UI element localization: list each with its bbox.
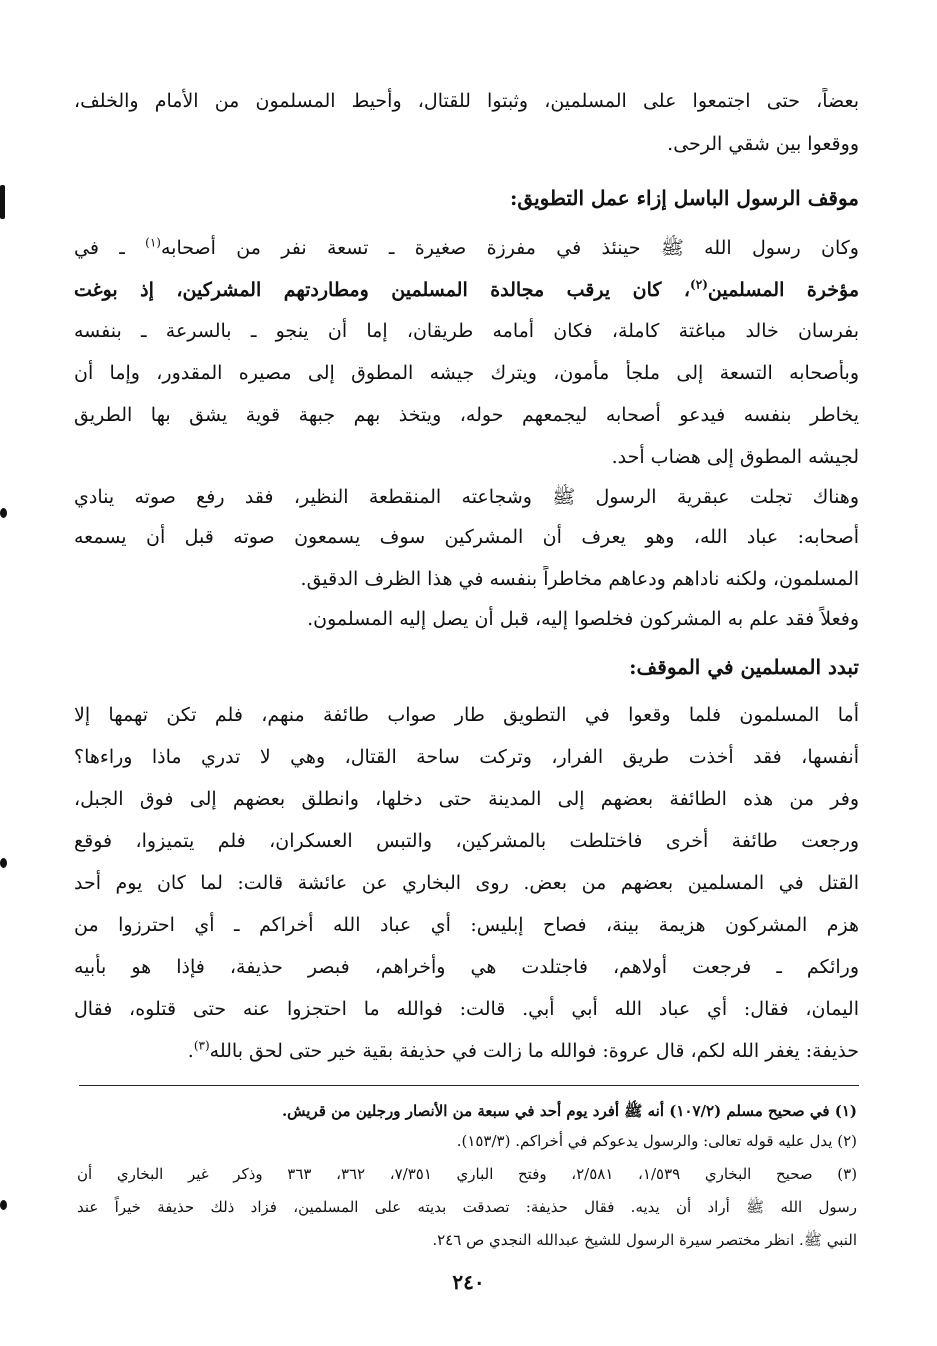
text-line-19: القتل في المسلمين بعضهم من بعض. روى البخاري عن عائشة قالت: لما كان يوم أحد: [74, 872, 859, 894]
scan-margin-mark: [0, 508, 7, 518]
text-line-2: ووقعوا بين شقي الرحى.: [667, 133, 859, 155]
text-line-1: بعضاً، حتى اجتمعوا على المسلمين، وثبتوا للقتال، وأحيط المسلمون من الأمام والخلف،: [74, 90, 859, 112]
footnote-1: (١) في صحيح مسلم (١٠٧/٢) أنه ﷺ أفرد يوم أحد في سبعة من الأنصار ورجلين من قريش.: [281, 1102, 857, 1120]
text-line-7: وبأصحابه التسعة إلى ملجأ مأمون، ويترك جيشه المطوق إلى مصيره المقدور، وإما أن: [74, 362, 859, 384]
text-segment: وكان رسول الله ﷺ حينئذ في مفرزة صغيرة ـ تسعة نفر من أصحابه: [160, 237, 859, 259]
footnote-2: (٢) يدل عليه قوله تعالى: والرسول يدعوكم في أخراكم. (١٥٣/٣).: [456, 1132, 857, 1150]
text-line-11: أصحابه: عباد الله، وهو يعرف أن المشركين سوف يسمعون صوته قبل أن يسمعه: [74, 526, 859, 548]
text-line-18: ورجعت طائفة أخرى فاختلطت بالمشركين، والتبس العسكران، فلم يتميزوا، فوقع: [74, 830, 859, 852]
footnote-ref-3: (٣): [193, 1038, 210, 1053]
text-line-9: لجيشه المطوق إلى هضاب أحد.: [611, 446, 859, 468]
text-line-5: [74, 277, 859, 307]
text-line-17: وفر من هذه الطائفة بعضهم إلى المدينة حتى دخلها، وانطلق بعضهم إلى فوق الجبل،: [74, 788, 859, 810]
text-line-20: هزم المشركون هزيمة بينة، فصاح إبليس: أي عباد الله أخراكم ـ أي احترزوا من: [74, 914, 859, 936]
footnote-3-line-1: (٣) صحيح البخاري ١/٥٣٩، ٢/٥٨١، وفتح الباري ٧/٣٥١، ٣٦٢، ٣٦٣ وذكر غير البخاري أن: [77, 1165, 857, 1183]
footnote-3-line-2: رسول الله ﷺ أراد أن يديه. فقال حذيفة: تصدقت بديته على المسلمين، فزاد ذلك حذيفة خيراً عند: [77, 1198, 857, 1216]
scan-margin-mark: [0, 185, 5, 219]
text-line-6: بفرسان خالد مباغتة كاملة، فكان أمامه طريقان، إما أن ينجو ـ بالسرعة ـ بنفسه: [74, 320, 859, 342]
section-heading-encirclement: موقف الرسول الباسل إزاء عمل التطويق:: [510, 186, 859, 210]
footnote-ref-1: (١): [145, 235, 161, 250]
text-line-15: أما المسلمون فلما وقعوا في التطويق طار صواب طائفة منهم، فلم تكن تهمها إلا: [74, 704, 859, 726]
text-segment: .: [187, 1040, 194, 1062]
text-line-23: [74, 1038, 859, 1068]
text-line-12: المسلمون، ولكنه ناداهم ودعاهم مخاطراً بنفسه في هذا الظرف الدقيق.: [300, 568, 859, 590]
text-line-4: [74, 235, 859, 265]
text-line-10: وهناك تجلت عبقرية الرسول ﷺ وشجاعته المنقطعة النظير، فقد رفع صوته ينادي: [74, 486, 859, 508]
scan-margin-mark: [0, 858, 7, 868]
page-number: ٢٤٠: [452, 1270, 485, 1294]
text-line-21: ورائكم ـ فرجعت أولاهم، فاجتلدت هي وأخراهم، فبصر حذيفة، فإذا هو بأبيه: [74, 956, 859, 978]
footnote-ref-2: (٢): [690, 277, 708, 292]
footnote-divider: [79, 1085, 859, 1086]
text-segment: ، كان يرقب مجالدة المسلمين ومطاردتهم المشركين، إذ بوغت: [74, 279, 691, 301]
text-line-8: يخاطر بنفسه فيدعو أصحابه ليجمعهم حوله، ويتخذ بهم جبهة قوية يشق بها الطريق: [74, 404, 859, 426]
section-heading-dispersal: تبدد المسلمين في الموقف:: [629, 655, 859, 679]
text-segment: ـ في: [74, 237, 146, 259]
text-segment: مؤخرة المسلمين: [707, 279, 859, 301]
text-line-16: أنفسها، فقد أخذت طريق الفرار، وتركت ساحة القتال، وهي لا تدري ماذا وراءها؟: [74, 746, 859, 768]
text-segment: حذيفة: يغفر الله لكم، قال عروة: فوالله ما زالت في حذيفة بقية خير حتى لحق بالله: [209, 1040, 859, 1062]
text-line-13: وفعلاً فقد علم به المشركون فخلصوا إليه، قبل أن يصل إليه المسلمون.: [307, 608, 859, 630]
text-line-22: اليمان، فقال: أي عباد الله أبي أبي. قالت: فوالله ما احتجزوا عنه حتى قتلوه، فقال: [74, 998, 859, 1020]
scan-margin-mark: [0, 1200, 7, 1210]
footnote-3-line-3: النبي ﷺ. انظر مختصر سيرة الرسول للشيخ عبدالله النجدي ص ٢٤٦.: [432, 1231, 857, 1249]
